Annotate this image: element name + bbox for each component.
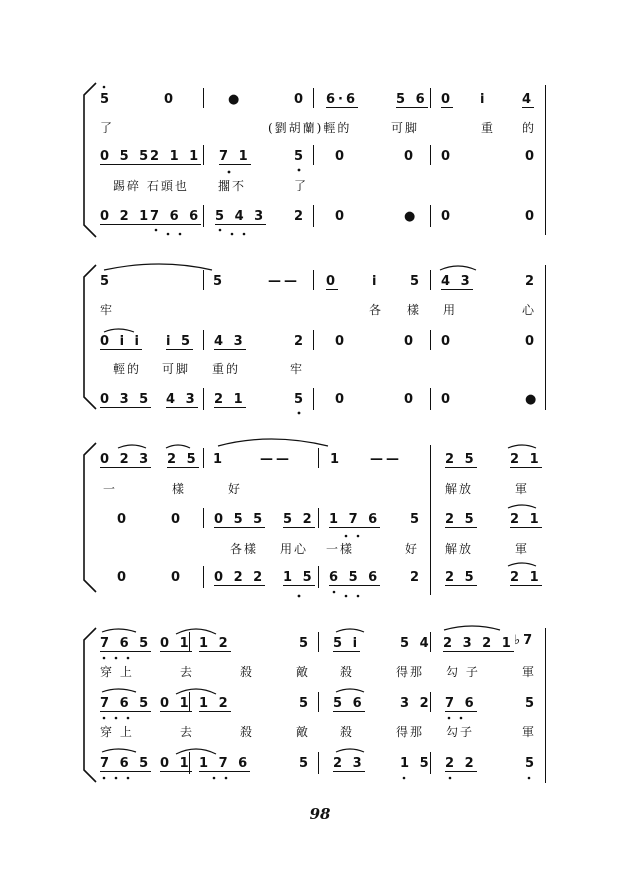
lyric: 的 xyxy=(522,121,537,135)
note: 0 2 3 xyxy=(100,452,152,467)
note: 0 xyxy=(404,392,417,407)
note: 5 xyxy=(410,512,423,527)
lyric: 一 xyxy=(103,482,118,496)
note: 0 xyxy=(441,392,454,407)
note: 1 2 xyxy=(199,696,231,711)
note: 2 5 xyxy=(445,452,477,467)
note: 2 xyxy=(294,209,307,224)
lyric: 擱不 xyxy=(218,179,247,193)
note: 2 1 1 xyxy=(150,149,202,164)
lyric: 穿 上 xyxy=(100,725,134,739)
note: 0 xyxy=(335,392,348,407)
note: 1 2 xyxy=(199,636,231,651)
note: 5 xyxy=(525,756,538,771)
note: 5 xyxy=(100,274,113,289)
lyric: 得那 xyxy=(396,665,425,679)
note: 2 5 xyxy=(167,452,199,467)
note: 3 2 xyxy=(400,696,432,711)
lyric: 殺 xyxy=(340,725,355,739)
lyric: 用心 xyxy=(280,542,309,556)
note: 5 xyxy=(299,756,312,771)
lyric: 樣 xyxy=(407,303,422,317)
note: 0 i i xyxy=(100,334,143,349)
lyric: 穿 上 xyxy=(100,665,134,679)
note: 5 xyxy=(294,149,307,164)
note: 5 xyxy=(213,274,226,289)
note: 2 5 xyxy=(445,570,477,585)
note: 0 3 5 xyxy=(100,392,152,407)
note: 2 1 xyxy=(214,392,246,407)
note: 2 xyxy=(410,570,423,585)
lyric: 各樣 xyxy=(230,542,259,556)
note: 7 1 xyxy=(219,149,251,164)
lyric: 殺 xyxy=(340,665,355,679)
note: 2 5 xyxy=(445,512,477,527)
note: 7 6 5 xyxy=(100,756,152,771)
lyric: 樣 xyxy=(172,482,187,496)
note: 5 xyxy=(410,274,423,289)
note: 5 6 xyxy=(333,696,365,711)
note: 0 xyxy=(171,512,184,527)
note: ● xyxy=(228,92,243,107)
note: 5 xyxy=(525,696,538,711)
note: ♭7 xyxy=(514,633,536,648)
note: 2 xyxy=(525,274,538,289)
lyric: 好 xyxy=(228,482,243,496)
lyric: 殺 xyxy=(240,665,255,679)
note: 5 xyxy=(299,696,312,711)
lyric: 解放 xyxy=(445,542,474,556)
lyric: 敵 xyxy=(296,725,311,739)
system-brace xyxy=(70,625,100,785)
lyric: 用 xyxy=(443,303,458,317)
note: —— xyxy=(260,452,292,467)
note: 0 xyxy=(335,209,348,224)
note: 4 3 xyxy=(166,392,198,407)
lyric: 輕的 xyxy=(113,362,142,376)
note: 5 2 xyxy=(283,512,315,527)
note: 2 1 xyxy=(510,570,542,585)
note: 1 5 xyxy=(400,756,432,771)
note: 1 xyxy=(213,452,226,467)
note: 0 5 5 xyxy=(100,149,152,164)
note: 0 2 1 xyxy=(100,209,152,224)
note: 2 1 xyxy=(510,452,542,467)
lyric: 去 xyxy=(180,725,195,739)
note: 1 7 6 xyxy=(199,756,251,771)
lyric: 了 xyxy=(294,179,309,193)
bar-line xyxy=(318,752,319,774)
note: 5 xyxy=(294,392,307,407)
note: i xyxy=(480,92,488,107)
note: 0 xyxy=(404,334,417,349)
lyric: 重 xyxy=(481,121,496,135)
note: 5 i xyxy=(333,636,361,651)
lyric: 勾子 xyxy=(446,725,475,739)
lyric: 好 xyxy=(405,542,420,556)
bar-line xyxy=(318,692,319,712)
lyric: 踢碎 石頭也 xyxy=(113,179,189,193)
note: 2 3 2 1 xyxy=(443,636,514,651)
bar-line xyxy=(318,632,319,652)
note: 0 1 xyxy=(160,636,192,651)
note: 0 xyxy=(117,570,130,585)
note: 7 6 6 xyxy=(150,209,202,224)
note: 0 xyxy=(441,149,454,164)
note: ● xyxy=(525,392,540,407)
note: 5 xyxy=(299,636,312,651)
bar-line xyxy=(545,628,546,783)
note: i xyxy=(372,274,380,289)
note: 0 xyxy=(117,512,130,527)
lyric: 了 xyxy=(100,121,115,135)
lyric: 軍 xyxy=(522,725,537,739)
note: 6 5 6 xyxy=(329,570,381,585)
lyric: 去 xyxy=(180,665,195,679)
note: 0 2 2 xyxy=(214,570,266,585)
note: 1 xyxy=(330,452,343,467)
note: 4 3 xyxy=(441,274,473,289)
note: i 5 xyxy=(166,334,194,349)
note: 7 6 5 xyxy=(100,636,152,651)
note: 0 xyxy=(404,149,417,164)
lyric: 牢 xyxy=(290,362,305,376)
lyric: 解放 xyxy=(445,482,474,496)
note: 1 7 6 xyxy=(329,512,381,527)
note: 0 xyxy=(441,209,454,224)
lyric: 勾 子 xyxy=(446,665,480,679)
lyric: 軍 xyxy=(515,482,530,496)
lyric: 心 xyxy=(522,303,537,317)
note: 0 xyxy=(441,92,454,107)
note: 4 3 xyxy=(214,334,246,349)
note: 0 xyxy=(525,149,538,164)
note: 7 6 5 xyxy=(100,696,152,711)
note: 0 xyxy=(164,92,177,107)
note: ● xyxy=(404,209,419,224)
note: 0 xyxy=(441,334,454,349)
note: 0 xyxy=(171,570,184,585)
note: 2 3 xyxy=(333,756,365,771)
note: 0 1 xyxy=(160,756,192,771)
lyric: 重的 xyxy=(212,362,241,376)
note: —— xyxy=(370,452,402,467)
note: 4 xyxy=(522,92,535,107)
note: 7 6 xyxy=(445,696,477,711)
note: 0 1 xyxy=(160,696,192,711)
note: 1 5 xyxy=(283,570,315,585)
lyric: 軍 xyxy=(515,542,530,556)
note: 0 xyxy=(335,149,348,164)
lyric: 殺 xyxy=(240,725,255,739)
lyric: (劉胡蘭)輕的 xyxy=(268,121,352,135)
note: 2 2 xyxy=(445,756,477,771)
note: 5 xyxy=(100,92,113,107)
note: 2 xyxy=(294,334,307,349)
lyric: 可脚 xyxy=(162,362,191,376)
note: 0 xyxy=(294,92,307,107)
lyric: 軍 xyxy=(522,665,537,679)
lyric: 一樣 xyxy=(326,542,355,556)
note: —— xyxy=(268,274,300,289)
note: 0 xyxy=(335,334,348,349)
lyric: 可脚 xyxy=(391,121,420,135)
lyric: 敵 xyxy=(296,665,311,679)
note: 6·6 xyxy=(326,92,359,107)
note: 5 4 xyxy=(400,636,432,651)
note: 5 6 xyxy=(396,92,428,107)
note: 5 4 3 xyxy=(215,209,267,224)
note: 0 5 5 xyxy=(214,512,266,527)
note: 0 xyxy=(326,274,339,289)
note: 0 xyxy=(525,209,538,224)
page-number: 98 xyxy=(309,805,331,823)
lyric: 牢 xyxy=(100,303,115,317)
note: 2 1 xyxy=(510,512,542,527)
lyric: 得那 xyxy=(396,725,425,739)
lyric: 各 xyxy=(369,303,384,317)
note: 0 xyxy=(525,334,538,349)
